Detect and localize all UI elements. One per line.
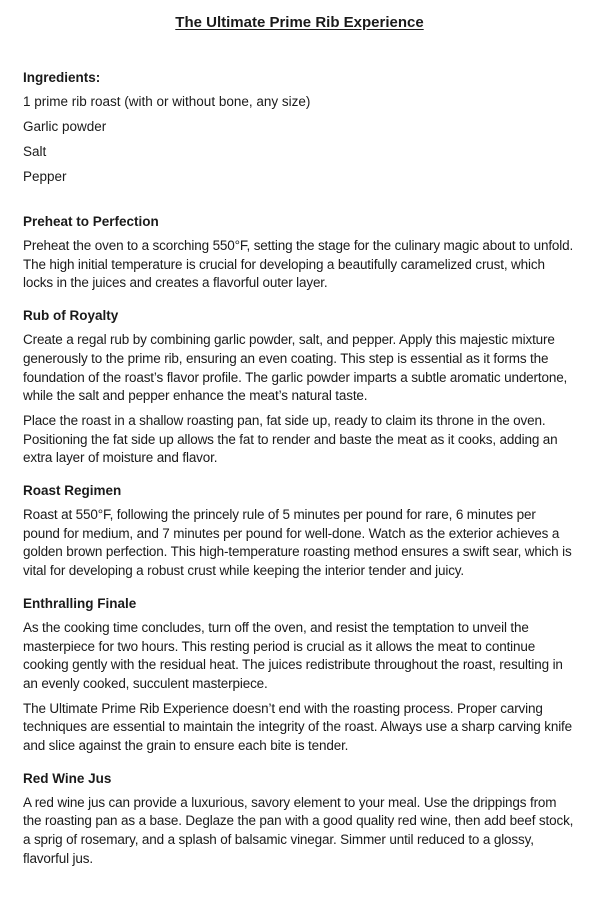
- ingredient-item: Garlic powder: [23, 119, 107, 134]
- document-title: The Ultimate Prime Rib Experience: [175, 14, 424, 31]
- section-heading: Enthralling Finale: [23, 595, 137, 611]
- ingredient-item: Pepper: [23, 169, 67, 184]
- section-paragraph: Create a regal rub by combining garlic powder, salt, and pepper. Apply this majestic mixture generously to the prime rib, ensuring an even coating. This step is essential as it forms the foundation of the roast’s flavor profile. The garlic powder imparts a subtle aromatic undertone, while the salt and pepper enhance the meat’s natural taste.: [23, 332, 568, 404]
- section-paragraph: As the cooking time concludes, turn off the oven, and resist the temptation to unveil the masterpiece for two hours. This resting period is crucial as it allows the meat to continue cooking gently with the residual heat. The juices redistribute throughout the roast, resulting in an evenly cooked, succulent masterpiece.: [23, 619, 563, 691]
- section-paragraph: The Ultimate Prime Rib Experience doesn’t end with the roasting process. Proper carving techniques are essential to maintain the integrity of the roast. Always use a sharp carving knife and slice against the grain to ensure each bite is tender.: [23, 700, 573, 754]
- section-paragraph: Roast at 550°F, following the princely rule of 5 minutes per pound for rare, 6 minutes per pound for medium, and 7 minutes per pound for well-done. Watch as the exterior achieves a golden brown perfection. This high-temperature roasting method ensures a swift sear, which is vital for developing a robust crust while keeping the interior tender and juicy.: [23, 507, 572, 579]
- ingredients-list: [23, 93, 576, 186]
- section-rub: [23, 307, 576, 468]
- section-heading: Red Wine Jus: [23, 770, 112, 786]
- section-preheat: [23, 213, 576, 293]
- section-paragraph: Preheat the oven to a scorching 550°F, setting the stage for the culinary magic about to unfold. The high initial temperature is crucial for developing a beautifully caramelized crust, which locks in the juices and creates a flavorful outer layer.: [23, 238, 574, 291]
- section-paragraph: A red wine jus can provide a luxurious, savory element to your meal. Use the drippings from the roasting pan as a base. Deglaze the pan with a good quality red wine, then add beef stock, a sprig of rosemary, and a splash of balsamic vinegar. Simmer until reduced to a glossy, flavorful jus.: [23, 794, 574, 866]
- section-heading: Rub of Royalty: [23, 308, 119, 324]
- ingredients-heading: Ingredients:: [23, 70, 101, 85]
- section-finale: [23, 595, 576, 756]
- ingredient-item: Salt: [23, 144, 47, 159]
- section-heading: Preheat to Perfection: [23, 214, 159, 229]
- section-red-wine-jus: [23, 770, 576, 869]
- section-roast: [23, 482, 576, 581]
- section-paragraph: Place the roast in a shallow roasting pan, fat side up, ready to claim its throne in the oven. Positioning the fat side up allows the fat to render and baste the meat as it cooks, adding an extra layer of moisture and flavor.: [23, 412, 558, 466]
- section-heading: Roast Regimen: [23, 483, 122, 499]
- ingredient-item: 1 prime rib roast (with or without bone, any size): [23, 94, 311, 109]
- ingredients-section: [23, 69, 576, 186]
